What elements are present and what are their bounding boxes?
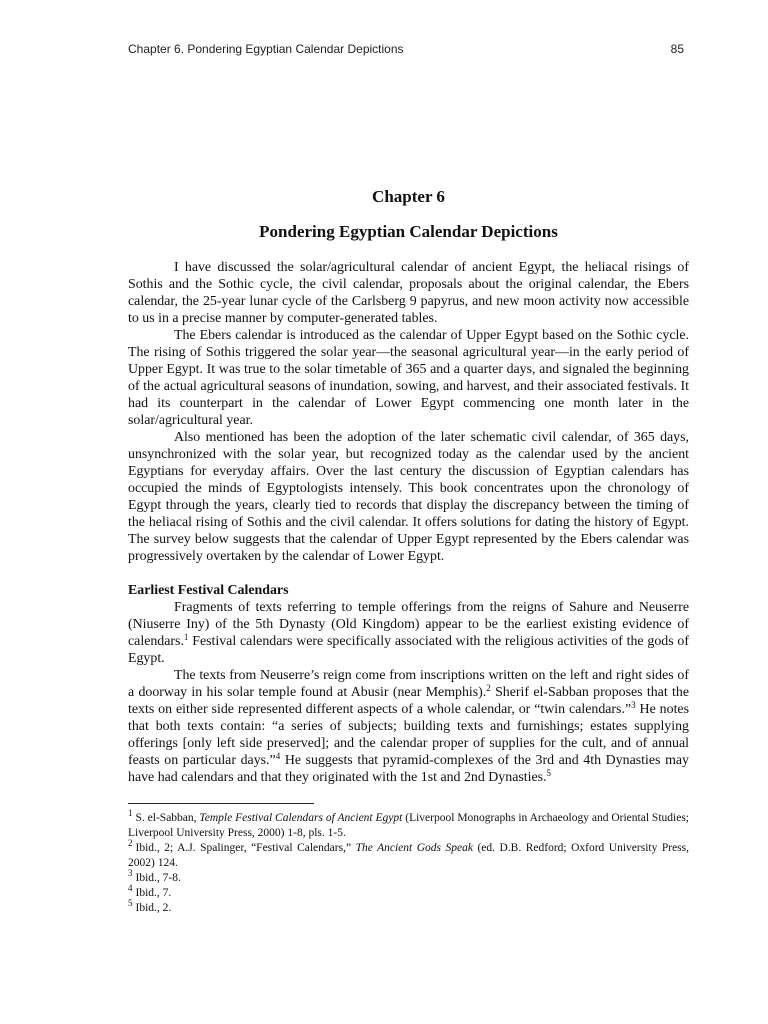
footnote-text: S. el-Sabban, <box>135 812 200 824</box>
paragraph-text: Festival calendars were specifically associated with the religious activities of the gods of Egypt. <box>128 634 689 666</box>
footnote-number: 1 <box>128 808 133 818</box>
paragraph-text: He suggests that pyramid-complexes of the 3rd and 4th Dynasties may have had calendars and that they originated with the 1st and 2nd Dynasties. <box>128 753 689 785</box>
footnote-number: 5 <box>128 898 133 908</box>
footnote <box>128 838 689 871</box>
page-number: 85 <box>670 42 684 56</box>
footnote-divider <box>128 803 314 804</box>
running-head-title: Chapter 6. Pondering Egyptian Calendar Depictions <box>128 42 404 56</box>
paragraph: The Ebers calendar is introduced as the calendar of Upper Egypt based on the Sothic cycle. The rising of Sothis triggered the solar year—the seasonal agricultural year—in the early period of Upper Egypt. It was true to the solar timetable of 365 and a quarter days, and signaled the beginning of the actual agricultural seasons of inundation, sowing, and harvest, and their associated festivals. It had its counterpart in the calendar of Lower Egypt commencing one month later in the solar/agricultural year. <box>128 328 689 428</box>
footnote-ref[interactable]: 3 <box>631 700 636 710</box>
paragraph: I have discussed the solar/agricultural calendar of ancient Egypt, the heliacal risings of Sothis and the Sothic cycle, the civil calendar, proposals about the original calendar, the Ebers calendar, the 25-year lunar cycle of the Carlsberg 9 papyrus, and new moon activity now accessible to us in a precise manner by computer-generated tables. <box>128 260 689 326</box>
footnote-text: (ed. D.B. Redford; Oxford University Press, 2002) 124. <box>128 842 689 869</box>
footnote-ref[interactable]: 2 <box>486 683 491 693</box>
footnote <box>128 883 689 901</box>
footnote-text: Ibid., 2. <box>135 902 172 914</box>
footnote <box>128 808 689 841</box>
footnote-number: 3 <box>128 868 133 878</box>
footnote-number: 4 <box>128 883 133 893</box>
paragraph <box>128 599 689 667</box>
footnote-text: Ibid., 7. <box>135 887 172 899</box>
section-heading: Earliest Festival Calendars <box>128 583 289 598</box>
paragraph-text: Sherif el-Sabban proposes that the texts on either side represented different aspects of a whole calendar, or “twin calendars.” <box>128 685 689 717</box>
footnote-text: Ibid., 7-8. <box>135 872 181 884</box>
paragraph-text: Fragments of texts referring to temple offerings from the reigns of Sahure and Neuserre (Niuserre Iny) of the 5th Dynasty (Old Kingdom) appear to be the earliest existing evidence of calendars. <box>128 600 689 649</box>
footnotes <box>128 803 689 916</box>
page-body <box>128 187 689 1024</box>
footnote-text: Ibid., 2; A.J. Spalinger, “Festival Calendars,” <box>135 842 356 854</box>
footnote <box>128 898 689 916</box>
running-head <box>128 42 684 58</box>
chapter-title: Pondering Egyptian Calendar Depictions <box>259 222 558 241</box>
footnote-italic-title: The Ancient Gods Speak <box>355 842 473 854</box>
footnote-text: (Liverpool Monographs in Archaeology and Oriental Studies; Liverpool University Press, 2000) 1-8, pls. 1-5. <box>128 812 689 839</box>
paragraph-text: The texts from Neuserre’s reign come from inscriptions written on the left and right sides of a doorway in his solar temple found at Abusir (near Memphis). <box>128 668 689 700</box>
chapter-number: Chapter 6 <box>372 187 445 206</box>
footnote-italic-title: Temple Festival Calendars of Ancient Egypt <box>199 812 403 824</box>
footnote-number: 2 <box>128 838 133 848</box>
paragraph <box>128 667 689 786</box>
paragraph-text: He notes that both texts contain: “a series of subjects; building texts and furnishings; estates supplying offerings [only left side preserved]; and the calendar proper of supplies for the cult, and of annual feasts on particular days.” <box>128 702 689 768</box>
body-text <box>128 259 689 786</box>
footnote <box>128 868 689 886</box>
paragraph: Also mentioned has been the adoption of the later schematic civil calendar, of 365 days, unsynchronized with the solar year, but recognized today as the calendar used by the ancient Egyptians for everyday affairs. Over the last century the discussion of Egyptian calendars has occupied the minds of Egyptologists intensely. This book concentrates upon the chronology of Egypt through the years, clearly tied to records that display the discrepancy between the timing of the heliacal rising of Sothis and the civil calendar. It offers solutions for dating the history of Egypt. The survey below suggests that the calendar of Upper Egypt represented by the Ebers calendar was progressively overtaken by the calendar of Lower Egypt. <box>128 430 689 564</box>
footnote-ref[interactable]: 5 <box>546 768 552 778</box>
footnote-ref[interactable]: 4 <box>275 751 281 761</box>
footnote-ref[interactable]: 1 <box>183 632 189 642</box>
